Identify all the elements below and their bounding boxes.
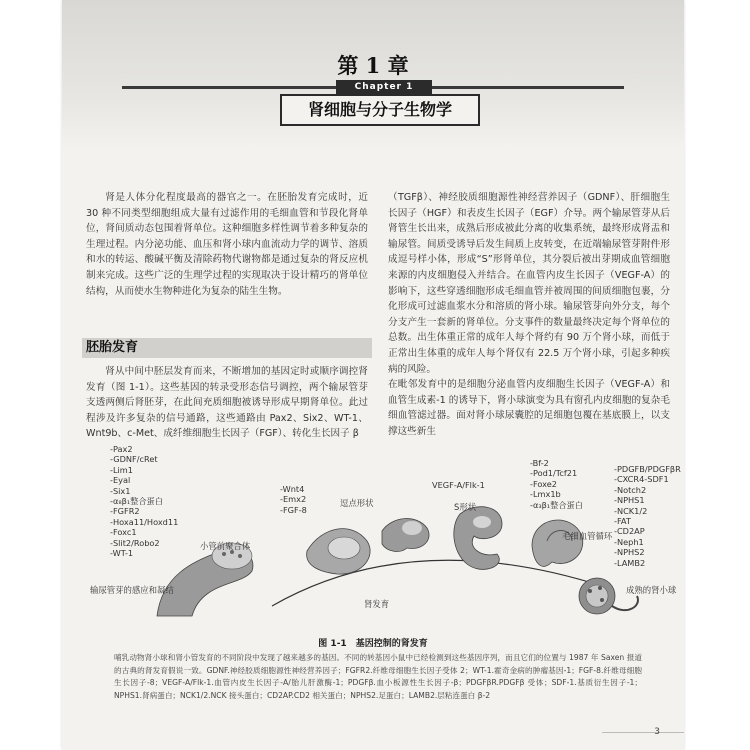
figure-note: 哺乳动物肾小球和肾小管发育的不同阶段中发现了越来越多的基因。不同的转基因小鼠中已经检测到这些基因序列，而且它们的位置与 1987 年 Saxen 报道的古典的肾发育假说一致。GDNF.神经胶质细胞源性神经营养因子；FGFR2.纤维母细胞生长因子受体 2；WT-1.霍奇金病的肿瘤基因-1；FGF-8.纤维母细胞生长因子-8；VEGF-A/Flk-1.血管内皮生长因子-A/胎儿肝激酶-1；PDGFβ.血小板源性生长因子-β；PDGFβR.PDGFβ 受体；SDF-1.基质衍生因子-1；NPHS1.肾病蛋白；NCK1/2.NCK 接头蛋白；CD2AP.CD2 相关蛋白；NPHS2.足蛋白；LAMB2.层粘连蛋白 β-2 (114, 653, 642, 700)
gene-list-mature: -PDGFB/PDGFβR -CXCR4-SDF1 -Notch2 -NPHS1 -NCK1/2 -FAT -CD2AP -Neph1 -NPHS2 -LAMB2 (614, 464, 681, 568)
gene-list-ureteric: -Pax2 -GDNF/cRet -Lim1 -Eyal -Six1 -α₈β₁整合蛋白 -FGFR2 -Hoxa11/Hoxd11 -Foxc1 -Slit2/Robo2 -WT-1 (110, 444, 179, 559)
label-mature: 成熟的肾小球 (626, 585, 677, 595)
chapter-number: 第 1 章 (337, 53, 409, 78)
gene-list-capillary: -Bf-2 -Pod1/Tcf21 -Foxe2 -Lmx1b -α₃β₁整合蛋白 (530, 458, 583, 510)
section-paragraph: 肾从中间中胚层发育而来，不断增加的基因定时或顺序调控肾发育（图 1-1）。这些基因的转录受形态信号调控，两个输尿管芽支透两侧后肾胚芽，在此间充质细胞被诱导形成早期肾单位。此过程涉及许多复杂的信号通路，这些通路由 Pax2、Six2、WT-1、Wnt9b、c-Met、成纤维细胞生长因子（FGF）、转化生长因子 β (86, 366, 368, 440)
label-comma: 逗点形状 (340, 498, 374, 508)
figure-caption: 图 1-1 基因控制的肾发育 (318, 639, 428, 649)
gene-list-pretubular: -Wnt4 -Emx2 -FGF-8 (280, 484, 307, 515)
label-capillary-loop: 毛细血管循环 (562, 531, 613, 541)
comma-shape (382, 519, 429, 552)
pretubular-aggregate-shape (307, 529, 370, 574)
book-page (62, 0, 684, 750)
gene-list-sshape: VEGF-A/Flk-1 (432, 480, 485, 490)
label-s-shape: S形状 (454, 502, 477, 512)
section-heading: 胚胎发育 (82, 338, 372, 358)
right-column-text: （TGFβ）、神经胶质细胞源性神经营养因子（GDNF）、肝细胞生长因子（HGF）和表皮生长因子（EGF）介导。两个输尿管芽从后肾管生长出来，成熟后形成被此分离的收集系统，最终形成肾盂和输尿管。间质受诱导后发生间质上皮转变，在近端输尿管芽附件形成逗号样小体，形成“S”形肾单位，其分裂后被出芽期成血管细胞来源的内皮细胞侵入并结合。在血管内皮生长因子（VEGF-A）的影响下，这些穿透细胞形成毛细血管并被周围的间质细胞包裹，分化形成可过滤血浆水分和溶质的肾小球。输尿管芽向外分支，每个分支产生一套新的肾单位。分支事件的数量最终决定每个肾单位的总数。出生体重正常的成年人每个肾约有 90 万个肾小球，而低于正常出生体重的成年人每个肾仅有 22.5 万个肾小球，引起多种疾病的风险。 在毗邻发育中的是细胞分泌血管内皮细胞生长因子（VEGF-A）和血管生成素-1 的诱导下，肾小球演变为具有窗孔内皮细胞的复杂毛细血管滤过器。面对肾小球尿囊腔的足细胞包覆在基底膜上，以支撑这些新生 (388, 192, 670, 437)
label-kidney-development: 肾发育 (364, 599, 390, 609)
figure-kidney-development (82, 444, 681, 626)
label-pretubular: 小管前聚合体 (200, 541, 251, 551)
bottom-rule (602, 732, 684, 733)
chapter-english-label: Chapter 1 (336, 80, 432, 95)
capillary-loop-shape (532, 520, 583, 566)
page-number: 3 (654, 727, 660, 737)
label-ureteric: 输尿管芽的感应和凝结 (90, 585, 174, 595)
intro-paragraph: 肾是人体分化程度最高的器官之一。在胚胎发育完成时，近 30 种不同类型细胞组成大量有过滤作用的毛细血管和节段化肾单位，肾间质动态包围着肾单位。这种细胞多样性调节着多种复杂的生理过程。内分泌功能、血压和肾小球内血流动力学的调节、溶质和水的转运、酸碱平衡及清除药物代谢物都是通过复杂的肾反应机制来完成。这些广泛的生理学过程的实现取决于设计精巧的肾单位结构，从而使水生物种进化为复杂的陆生生物。 (86, 192, 368, 297)
chapter-title: 肾细胞与分子生物学 (280, 94, 480, 126)
